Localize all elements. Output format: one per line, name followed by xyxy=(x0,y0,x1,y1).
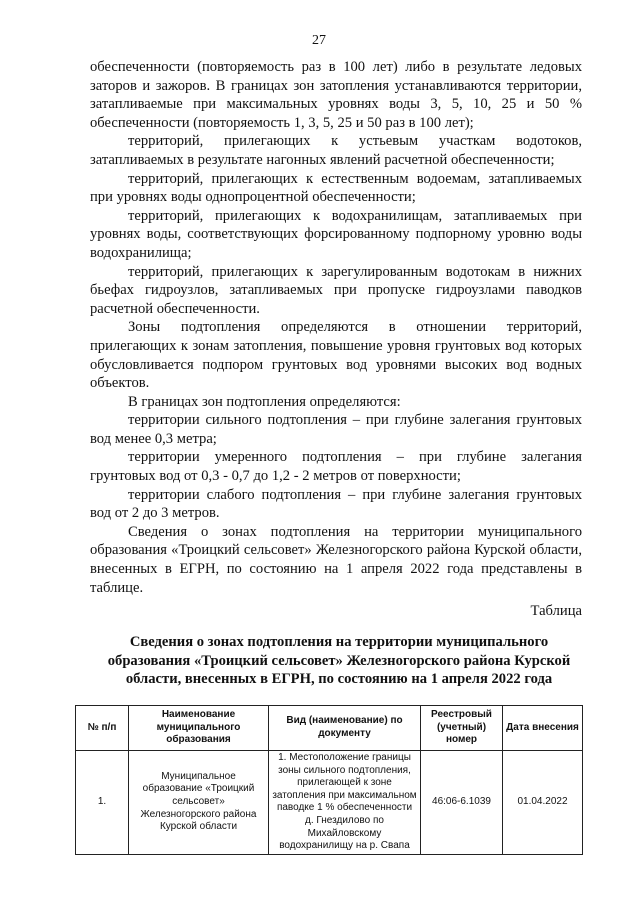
paragraph: В границах зон подтопления определяются: xyxy=(128,393,401,410)
header-municipality: Наименование муниципального образования xyxy=(129,706,269,751)
paragraph: территории умеренного подтопления – при глубине залегания грунтовых вод от 0,3 - 0,7 до 1,2 - 2 метров от поверхности; xyxy=(90,449,582,485)
table-row xyxy=(76,751,583,855)
table-caption: Таблица xyxy=(530,603,582,619)
cell-date: 01.04.2022 xyxy=(503,751,583,855)
paragraph: территорий, прилегающих к зарегулированным водотокам в нижних бьефах гидроузлов, затапливаемых при пропуске гидроузлами паводков расчетной обеспеченности. xyxy=(90,263,582,317)
cell-registry-number: 46:06-6.1039 xyxy=(421,751,503,855)
cell-municipality: Муниципальное образование «Троицкий сельсовет» Железногорского района Курской области xyxy=(129,751,269,855)
cell-number: 1. xyxy=(76,751,129,855)
table-header-row xyxy=(76,706,583,751)
paragraph: территорий, прилегающих к устьевым участкам водотоков, затапливаемых в результате нагонных явлений расчетной обеспеченности; xyxy=(90,133,582,168)
page-number: 27 xyxy=(312,33,326,48)
paragraph: территорий, прилегающих к естественным водоемам, затапливаемых при уровнях воды однопроцентной обеспеченности; xyxy=(90,170,582,206)
table-title: Сведения о зонах подтопления на территории муниципального образования «Троицкий сельсовет» Железногорского района Курской области, внесенных в ЕГРН, по состоянию на 1 апреля 2022 года xyxy=(107,634,571,688)
body-text xyxy=(90,58,582,597)
header-document: Вид (наименование) по документу xyxy=(269,706,421,751)
paragraph: Сведения о зонах подтопления на территории муниципального образования «Троицкий сельсовет» Железногорского района Курской области, внесенных в ЕГРН, по состоянию на 1 апреля 2022 года представлены в таблице. xyxy=(90,523,582,596)
header-number: № п/п xyxy=(76,706,129,751)
header-registry-number: Реестровый (учетный) номер xyxy=(421,706,503,751)
paragraph: территории слабого подтопления – при глубине залегания грунтовых вод от 2 до 3 метров. xyxy=(90,486,582,522)
registry-table xyxy=(75,705,583,855)
paragraph: территорий, прилегающих к водохранилищам, затапливаемых при уровнях воды, соответствующих форсированному подпорному уровню воды водохранилища; xyxy=(90,207,582,261)
paragraph: обеспеченности (повторяемость раз в 100 лет) либо в результате ледовых заторов и зажоров. В границах зон затопления устанавливаются территории, затапливаемые при максимальных уровнях воды 3, 5, 10, 25 и 50 % обеспеченности (повторяемость 1, 3, 5, 25 и 50 раз в 100 лет); xyxy=(90,59,582,131)
paragraph: Зоны подтопления определяются в отношении территорий, прилегающих к зонам затопления, повышение уровня грунтовых вод которых обусловливается подпором грунтовых вод уровнями высоких вод водных объектов. xyxy=(90,319,582,392)
paragraph: территории сильного подтопления – при глубине залегания грунтовых вод менее 0,3 метра; xyxy=(90,412,582,447)
header-date: Дата внесения xyxy=(503,706,583,751)
cell-document: 1. Местоположение границы зоны сильного подтопления, прилегающей к зоне затопления при максимальном паводке 1 % обеспеченности д. Гнездилово по Михайловскому водохранилищу на р. Свапа xyxy=(269,751,421,855)
